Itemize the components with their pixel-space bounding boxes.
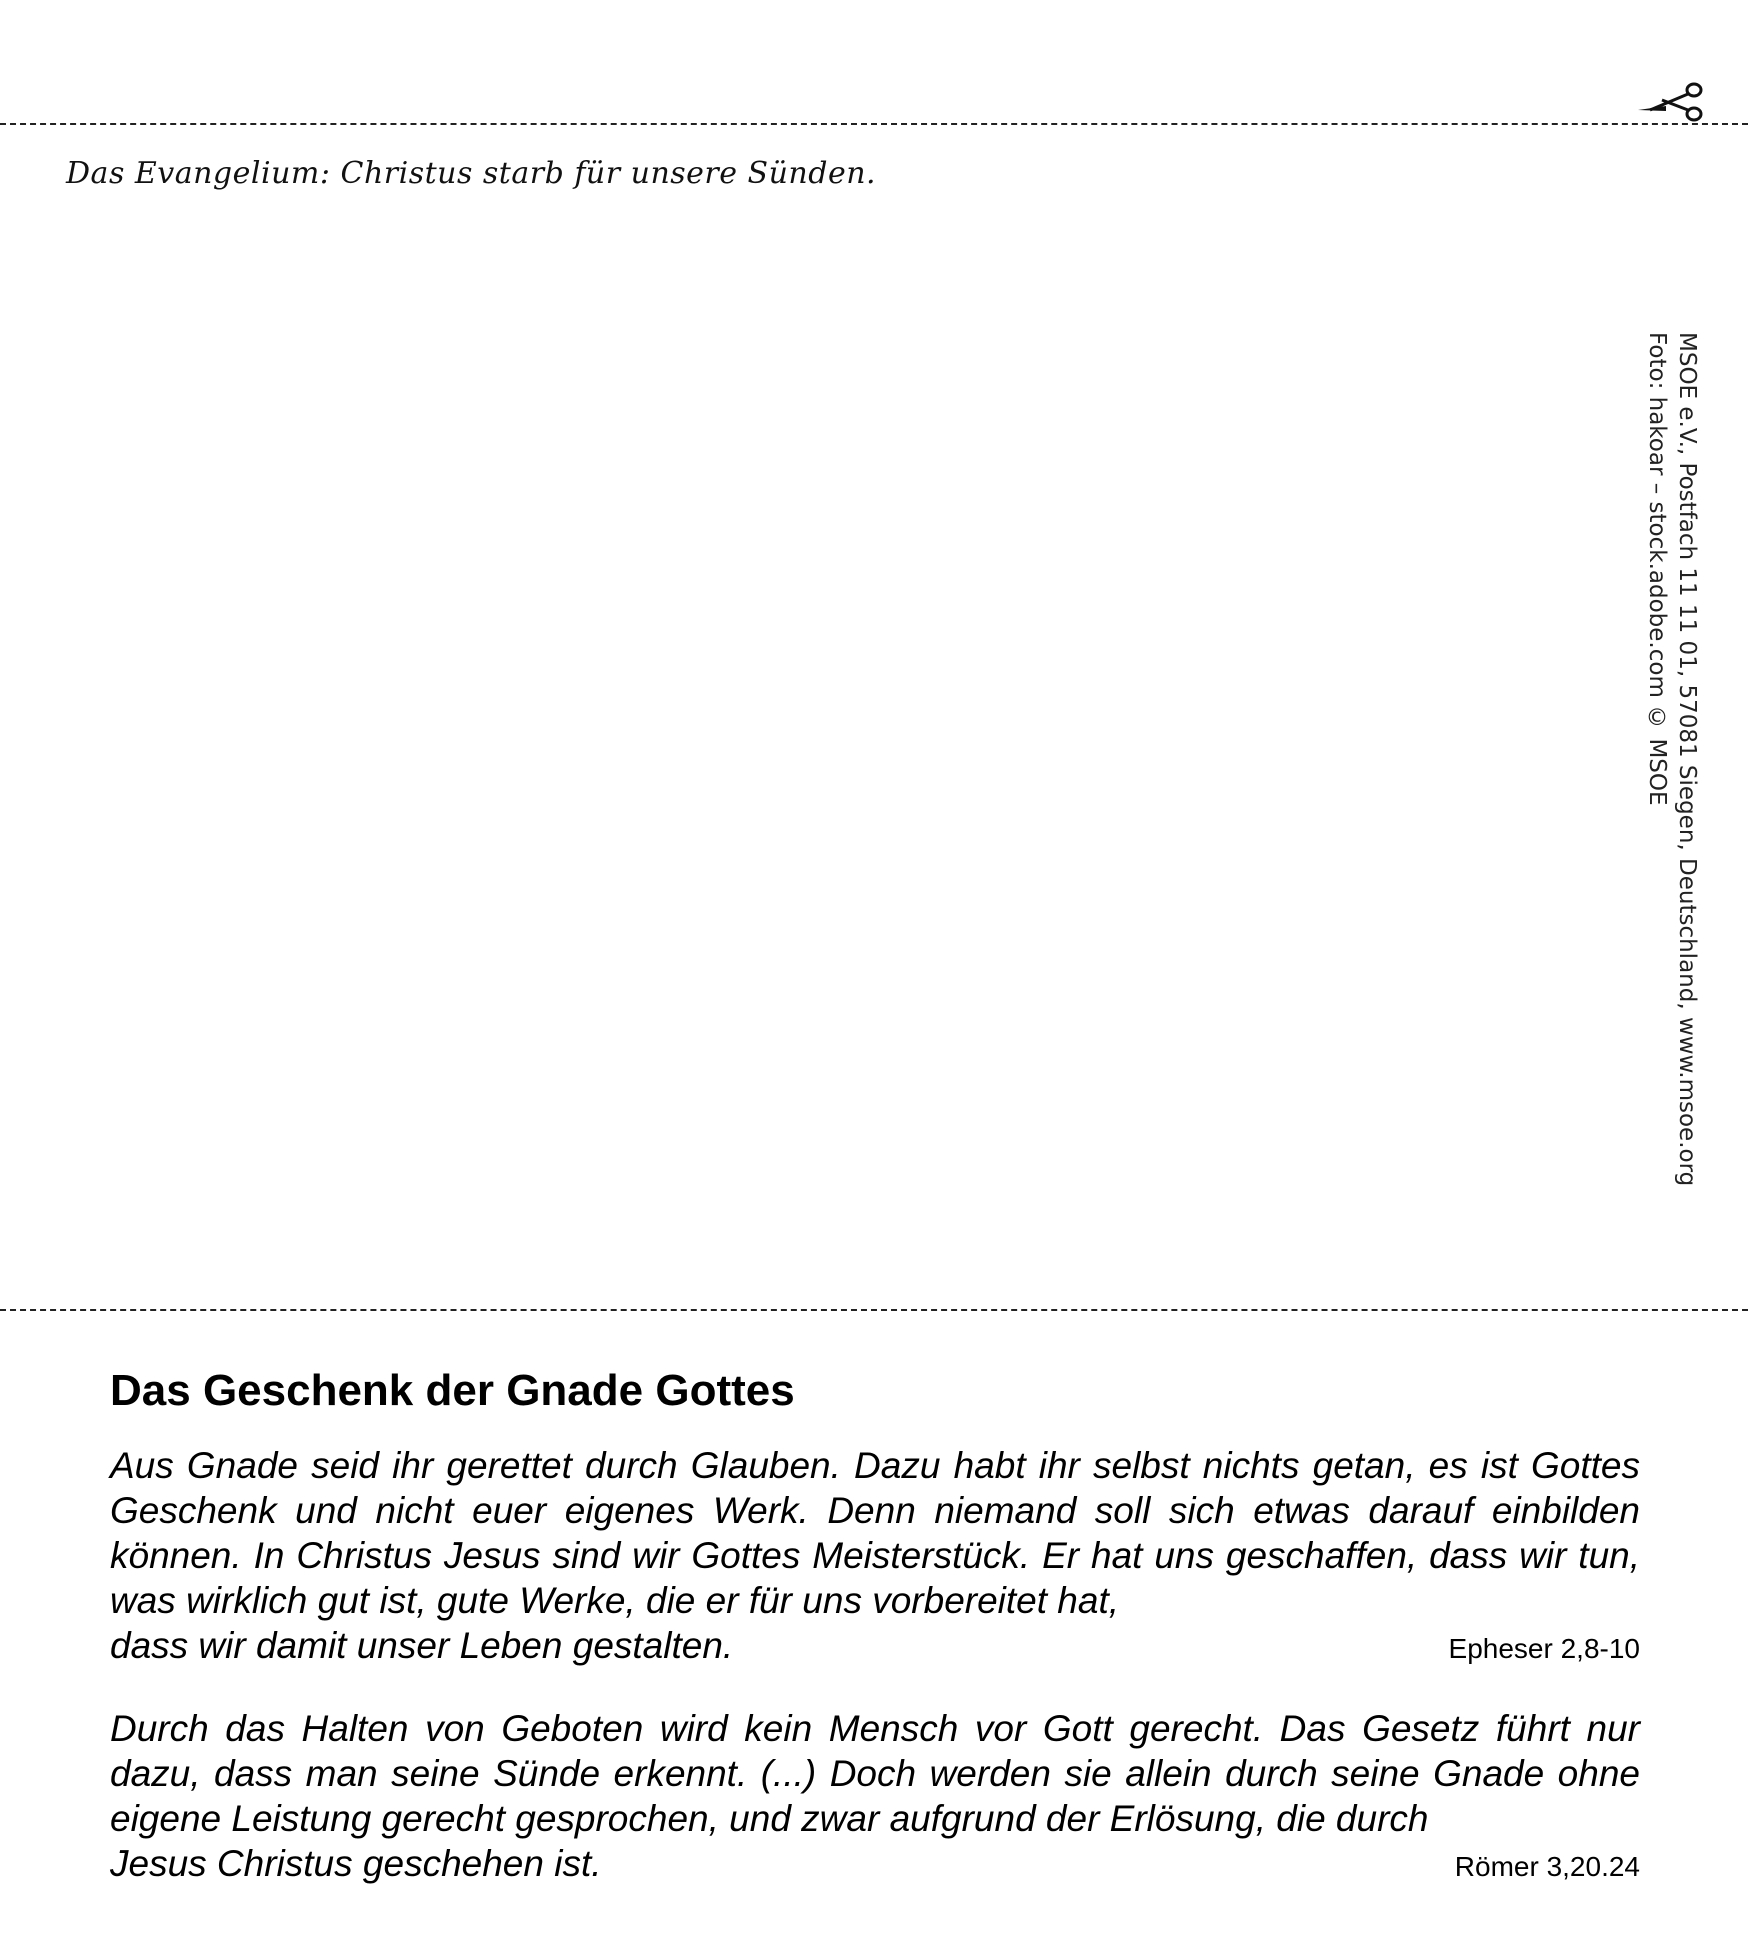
credit-text [1642, 332, 1702, 1186]
verse-1-text: Aus Gnade seid ihr gerettet durch Glauben. Dazu habt ihr selbst nichts getan, es ist Gottes Geschenk und nicht euer eigenes Werk. Denn niemand soll sich etwas darauf einbilden können. In Christus Jesus sind wir Gottes Meisterstück. Er hat uns geschaffen, dass wir tun, was wirklich gut ist, gute Werke, die er für uns vorbereitet hat, [110, 1445, 1640, 1621]
verse-1-last-line [110, 1623, 1640, 1671]
page-title: Das Geschenk der Gnade Gottes [110, 1366, 795, 1415]
verse-block-1 [110, 1443, 1640, 1671]
verse-2-last-text: Jesus Christus geschehen ist. [110, 1843, 602, 1884]
cut-line-top [0, 123, 1748, 125]
cut-line-middle [0, 1309, 1748, 1311]
credit-line-2: Foto: hakoar – stock.adobe.com © MSOE [1644, 332, 1670, 806]
verse-2-reference: Römer 3,20.24 [1454, 1851, 1640, 1882]
main-content [110, 1365, 1640, 1889]
verse-2-last-line [110, 1841, 1640, 1889]
verse-1-reference: Epheser 2,8-10 [1448, 1633, 1640, 1664]
scissors-icon [1636, 80, 1708, 126]
verse-block-2 [110, 1706, 1640, 1889]
caption: Das Evangelium: Christus starb für unsere Sünden. [66, 156, 877, 191]
verse-1-last-text: dass wir damit unser Leben gestalten. [110, 1625, 734, 1666]
verse-2-text: Durch das Halten von Geboten wird kein Mensch vor Gott gerecht. Das Gesetz führt nur dazu, dass man seine Sünde erkennt. (...) Doch werden sie allein durch seine Gnade ohne eigene Leistung gerecht gesprochen, und zwar aufgrund der Erlösung, die durch [110, 1708, 1640, 1839]
credit-line-1: MSOE e.V., Postfach 11 11 01, 57081 Siegen, Deutschland, www.msoe.org [1674, 332, 1700, 1187]
